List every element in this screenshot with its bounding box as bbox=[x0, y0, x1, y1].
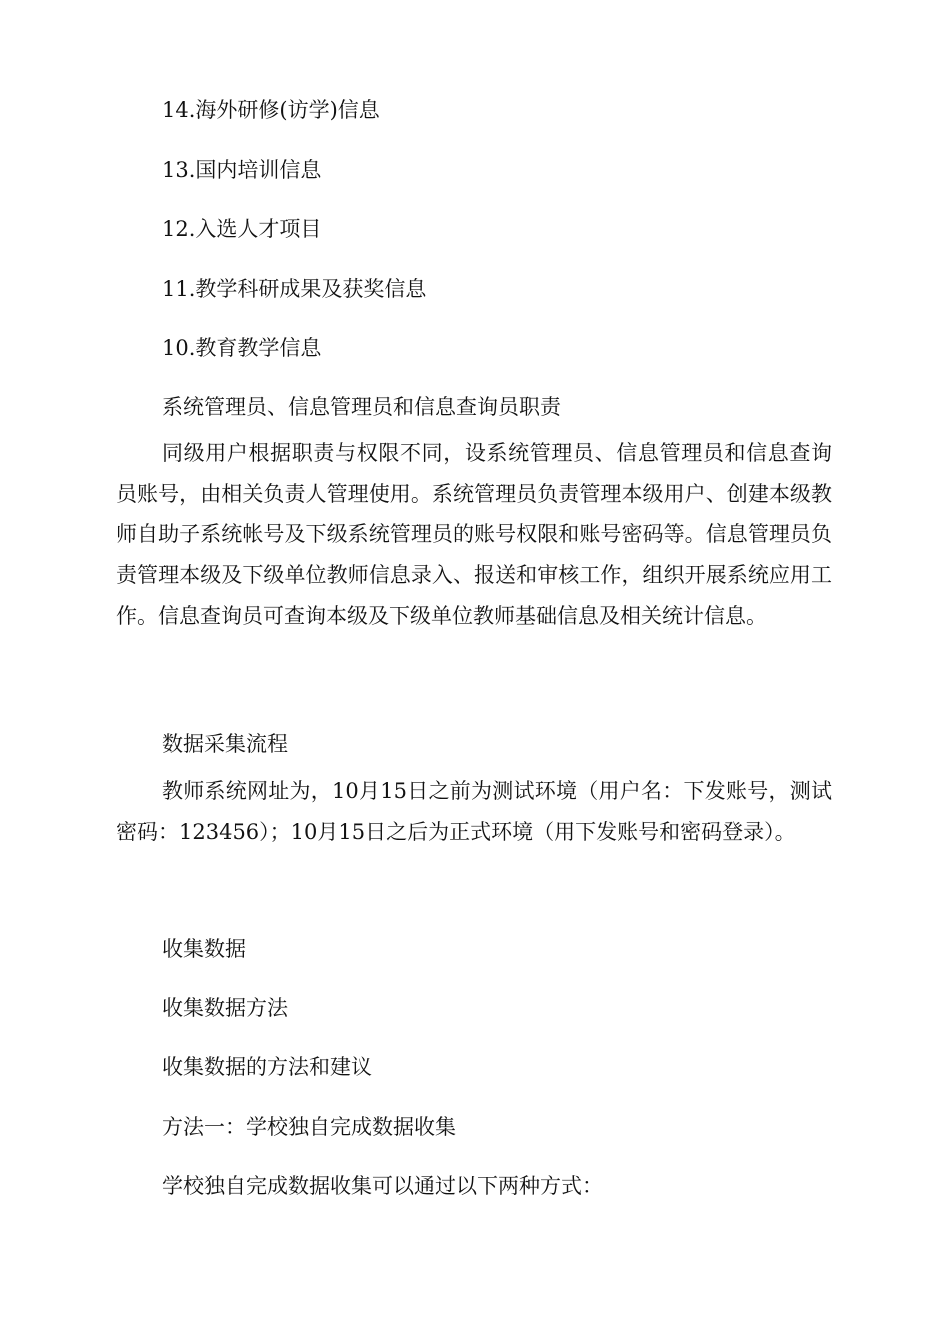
paragraph-roles: 同级用户根据职责与权限不同，设系统管理员、信息管理员和信息查询员账号，由相关负责人管理使用。系统管理员负责管理本级用户、创建本级教师自助子系统帐号及下级系统管理员的账号权限和账号密码等。信息管理员负责管理本级及下级单位教师信息录入、报送和审核工作，组织开展系统应用工作。信息查询员可查询本级及下级单位教师基础信息及相关统计信息。 bbox=[116, 441, 832, 628]
list-item: 11.教学科研成果及获奖信息 bbox=[162, 277, 427, 301]
section-heading-suggest: 收集数据的方法和建议 bbox=[162, 1055, 372, 1079]
paragraph-flow: 教师系统网址为，10月15日之前为测试环境（用户名：下发账号，测试密码：123456）；10月15日之后为正式环境（用下发账号和密码登录）。 bbox=[116, 779, 832, 844]
list-item: 10.教育教学信息 bbox=[162, 336, 322, 360]
list-item: 12.入选人才项目 bbox=[162, 217, 322, 241]
section-heading-flow: 数据采集流程 bbox=[162, 732, 288, 756]
list-item: 14.海外研修(访学)信息 bbox=[162, 98, 380, 122]
section-heading-collect: 收集数据 bbox=[162, 937, 246, 961]
section-heading-roles: 系统管理员、信息管理员和信息查询员职责 bbox=[162, 395, 561, 419]
section-heading-method: 收集数据方法 bbox=[162, 996, 288, 1020]
text-line-ways: 学校独自完成数据收集可以通过以下两种方式： bbox=[162, 1174, 603, 1198]
section-heading-method1: 方法一：学校独自完成数据收集 bbox=[162, 1115, 456, 1139]
list-item: 13.国内培训信息 bbox=[162, 158, 322, 182]
